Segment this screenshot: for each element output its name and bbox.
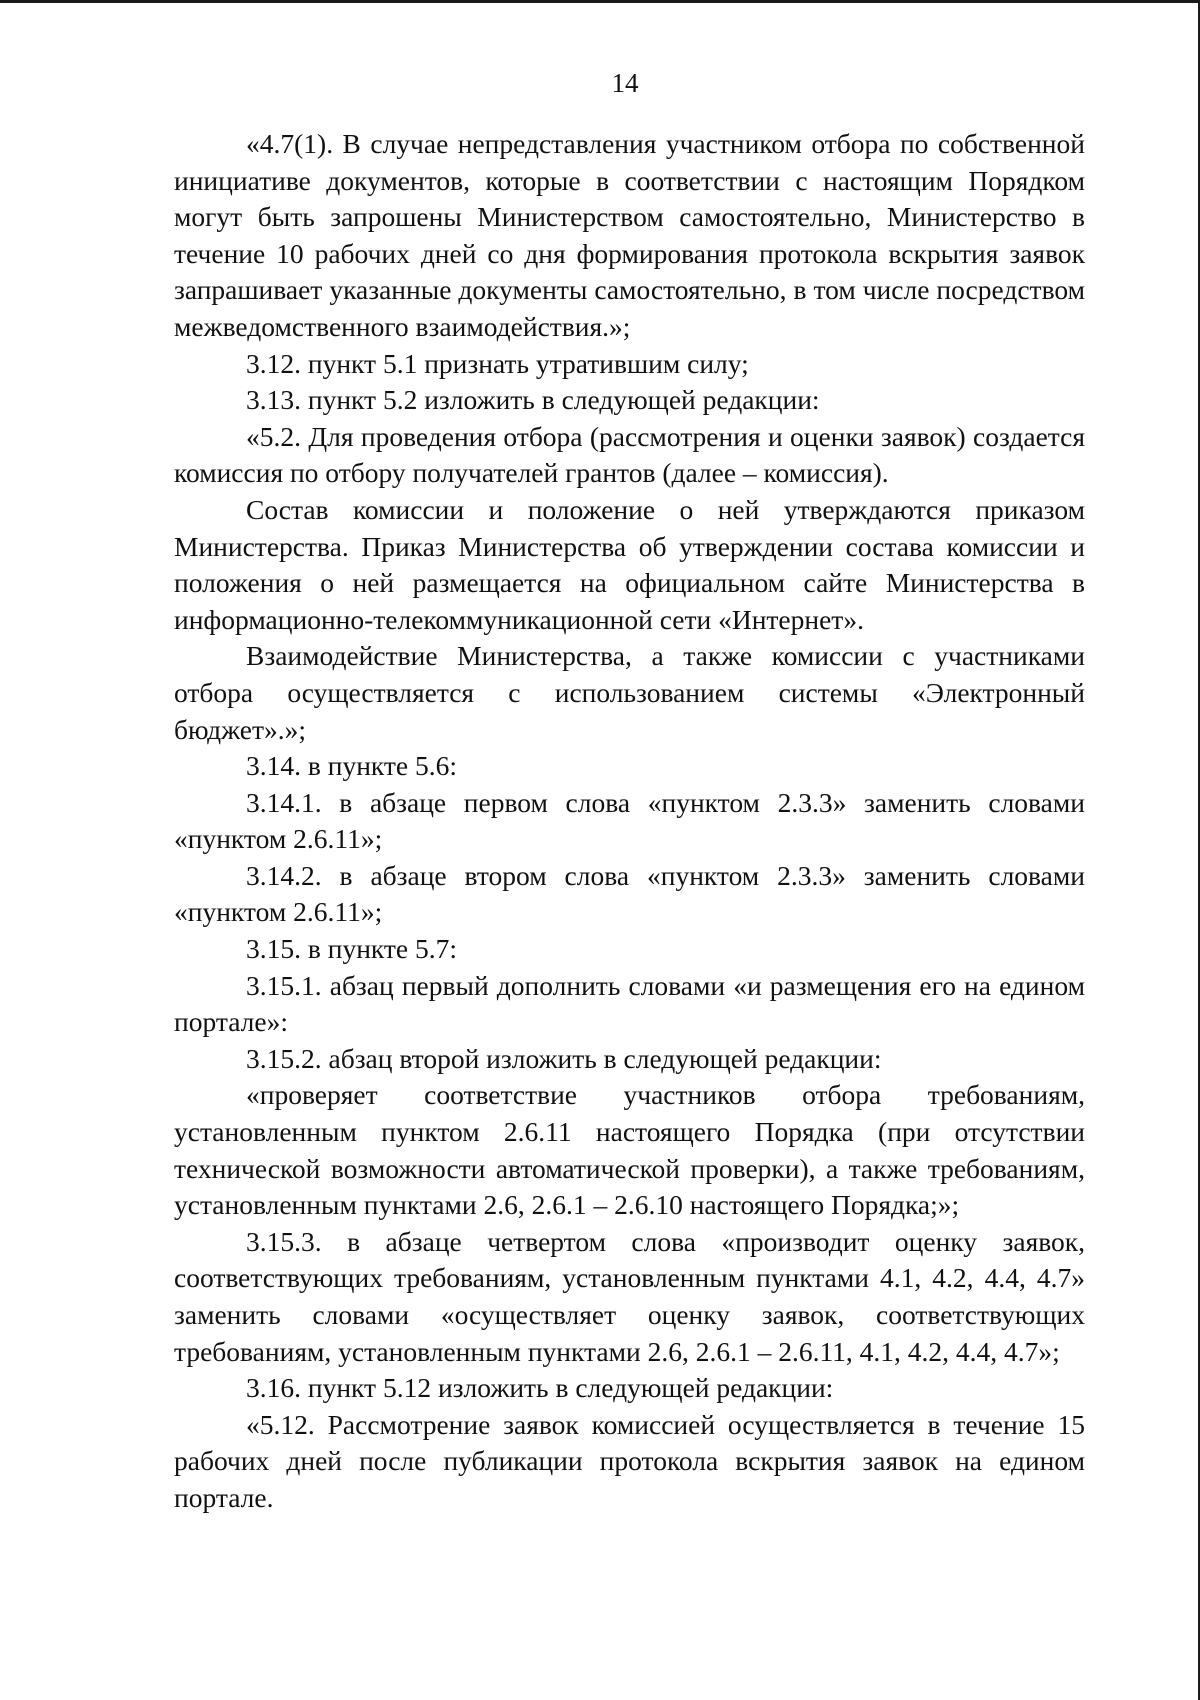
paragraph-3-14-1: 3.14.1. в абзаце первом слова «пунктом 2.3.3» заменить словами «пунктом 2.6.11»; bbox=[174, 786, 1085, 855]
paragraph-3-14: 3.14. в пункте 5.6: bbox=[246, 750, 458, 782]
document-text-body bbox=[174, 126, 1085, 1517]
paragraph-commission-composition: Состав комиссии и положение о ней утверждаются приказом Министерства. Приказ Министерства об утверждении состава комиссии и положения о ней размещается на официальном сайте Министерства в информационно-телекоммуникационной сети «Интернет». bbox=[174, 493, 1085, 635]
paragraph-3-15: 3.15. в пункте 5.7: bbox=[246, 933, 458, 965]
page-top-border bbox=[0, 0, 1200, 3]
paragraph-3-14-2: 3.14.2. в абзаце втором слова «пунктом 2.3.3» заменить словами «пунктом 2.6.11»; bbox=[174, 859, 1085, 928]
page-number: 14 bbox=[611, 68, 639, 98]
paragraph-3-15-3: 3.15.3. в абзаце четвертом слова «производит оценку заявок, соответствующих требованиям, установленным пунктами 4.1, 4.2, 4.4, 4.7» заменить словами «осуществляет оценку заявок, соответствующих требованиям, установленным пунктами 2.6, 2.6.1 – 2.6.11, 4.1, 4.2, 4.4, 4.7»; bbox=[174, 1225, 1085, 1367]
paragraph-checks-compliance: «проверяет соответствие участников отбора требованиям, установленным пунктом 2.6.11 настоящего Порядка (при отсутствии технической возможности автоматической проверки), а также требованиям, установленным пунктами 2.6, 2.6.1 – 2.6.10 настоящего Порядка;»; bbox=[174, 1079, 1085, 1221]
paragraph-5-2: «5.2. Для проведения отбора (рассмотрения и оценки заявок) создается комиссия по отбору получателей грантов (далее – комиссия). bbox=[174, 420, 1085, 489]
paragraph-5-12: «5.12. Рассмотрение заявок комиссией осуществляется в течение 15 рабочих дней после публикации протокола вскрытия заявок на едином портале. bbox=[174, 1408, 1085, 1513]
paragraph-3-12: 3.12. пункт 5.1 признать утратившим силу; bbox=[246, 347, 749, 379]
paragraph-3-16: 3.16. пункт 5.12 изложить в следующей редакции: bbox=[246, 1372, 834, 1404]
paragraph-4-7-1: «4.7(1). В случае непредставления участником отбора по собственной инициативе документов, которые в соответствии с настоящим Порядком могут быть запрошены Министерством самостоятельно, Министерство в течение 10 рабочих дней со дня формирования протокола вскрытия заявок запрашивает указанные документы самостоятельно, в том числе посредством межведомственного взаимодействия.»; bbox=[174, 128, 1085, 342]
paragraph-3-15-1: 3.15.1. абзац первый дополнить словами «и размещения его на едином портале»: bbox=[174, 969, 1085, 1038]
paragraph-3-15-2: 3.15.2. абзац второй изложить в следующей редакции: bbox=[246, 1042, 882, 1074]
paragraph-3-13: 3.13. пункт 5.2 изложить в следующей редакции: bbox=[246, 384, 820, 416]
paragraph-interaction: Взаимодействие Министерства, а также комиссии с участниками отбора осуществляется с использованием системы «Электронный бюджет».»; bbox=[174, 640, 1085, 745]
